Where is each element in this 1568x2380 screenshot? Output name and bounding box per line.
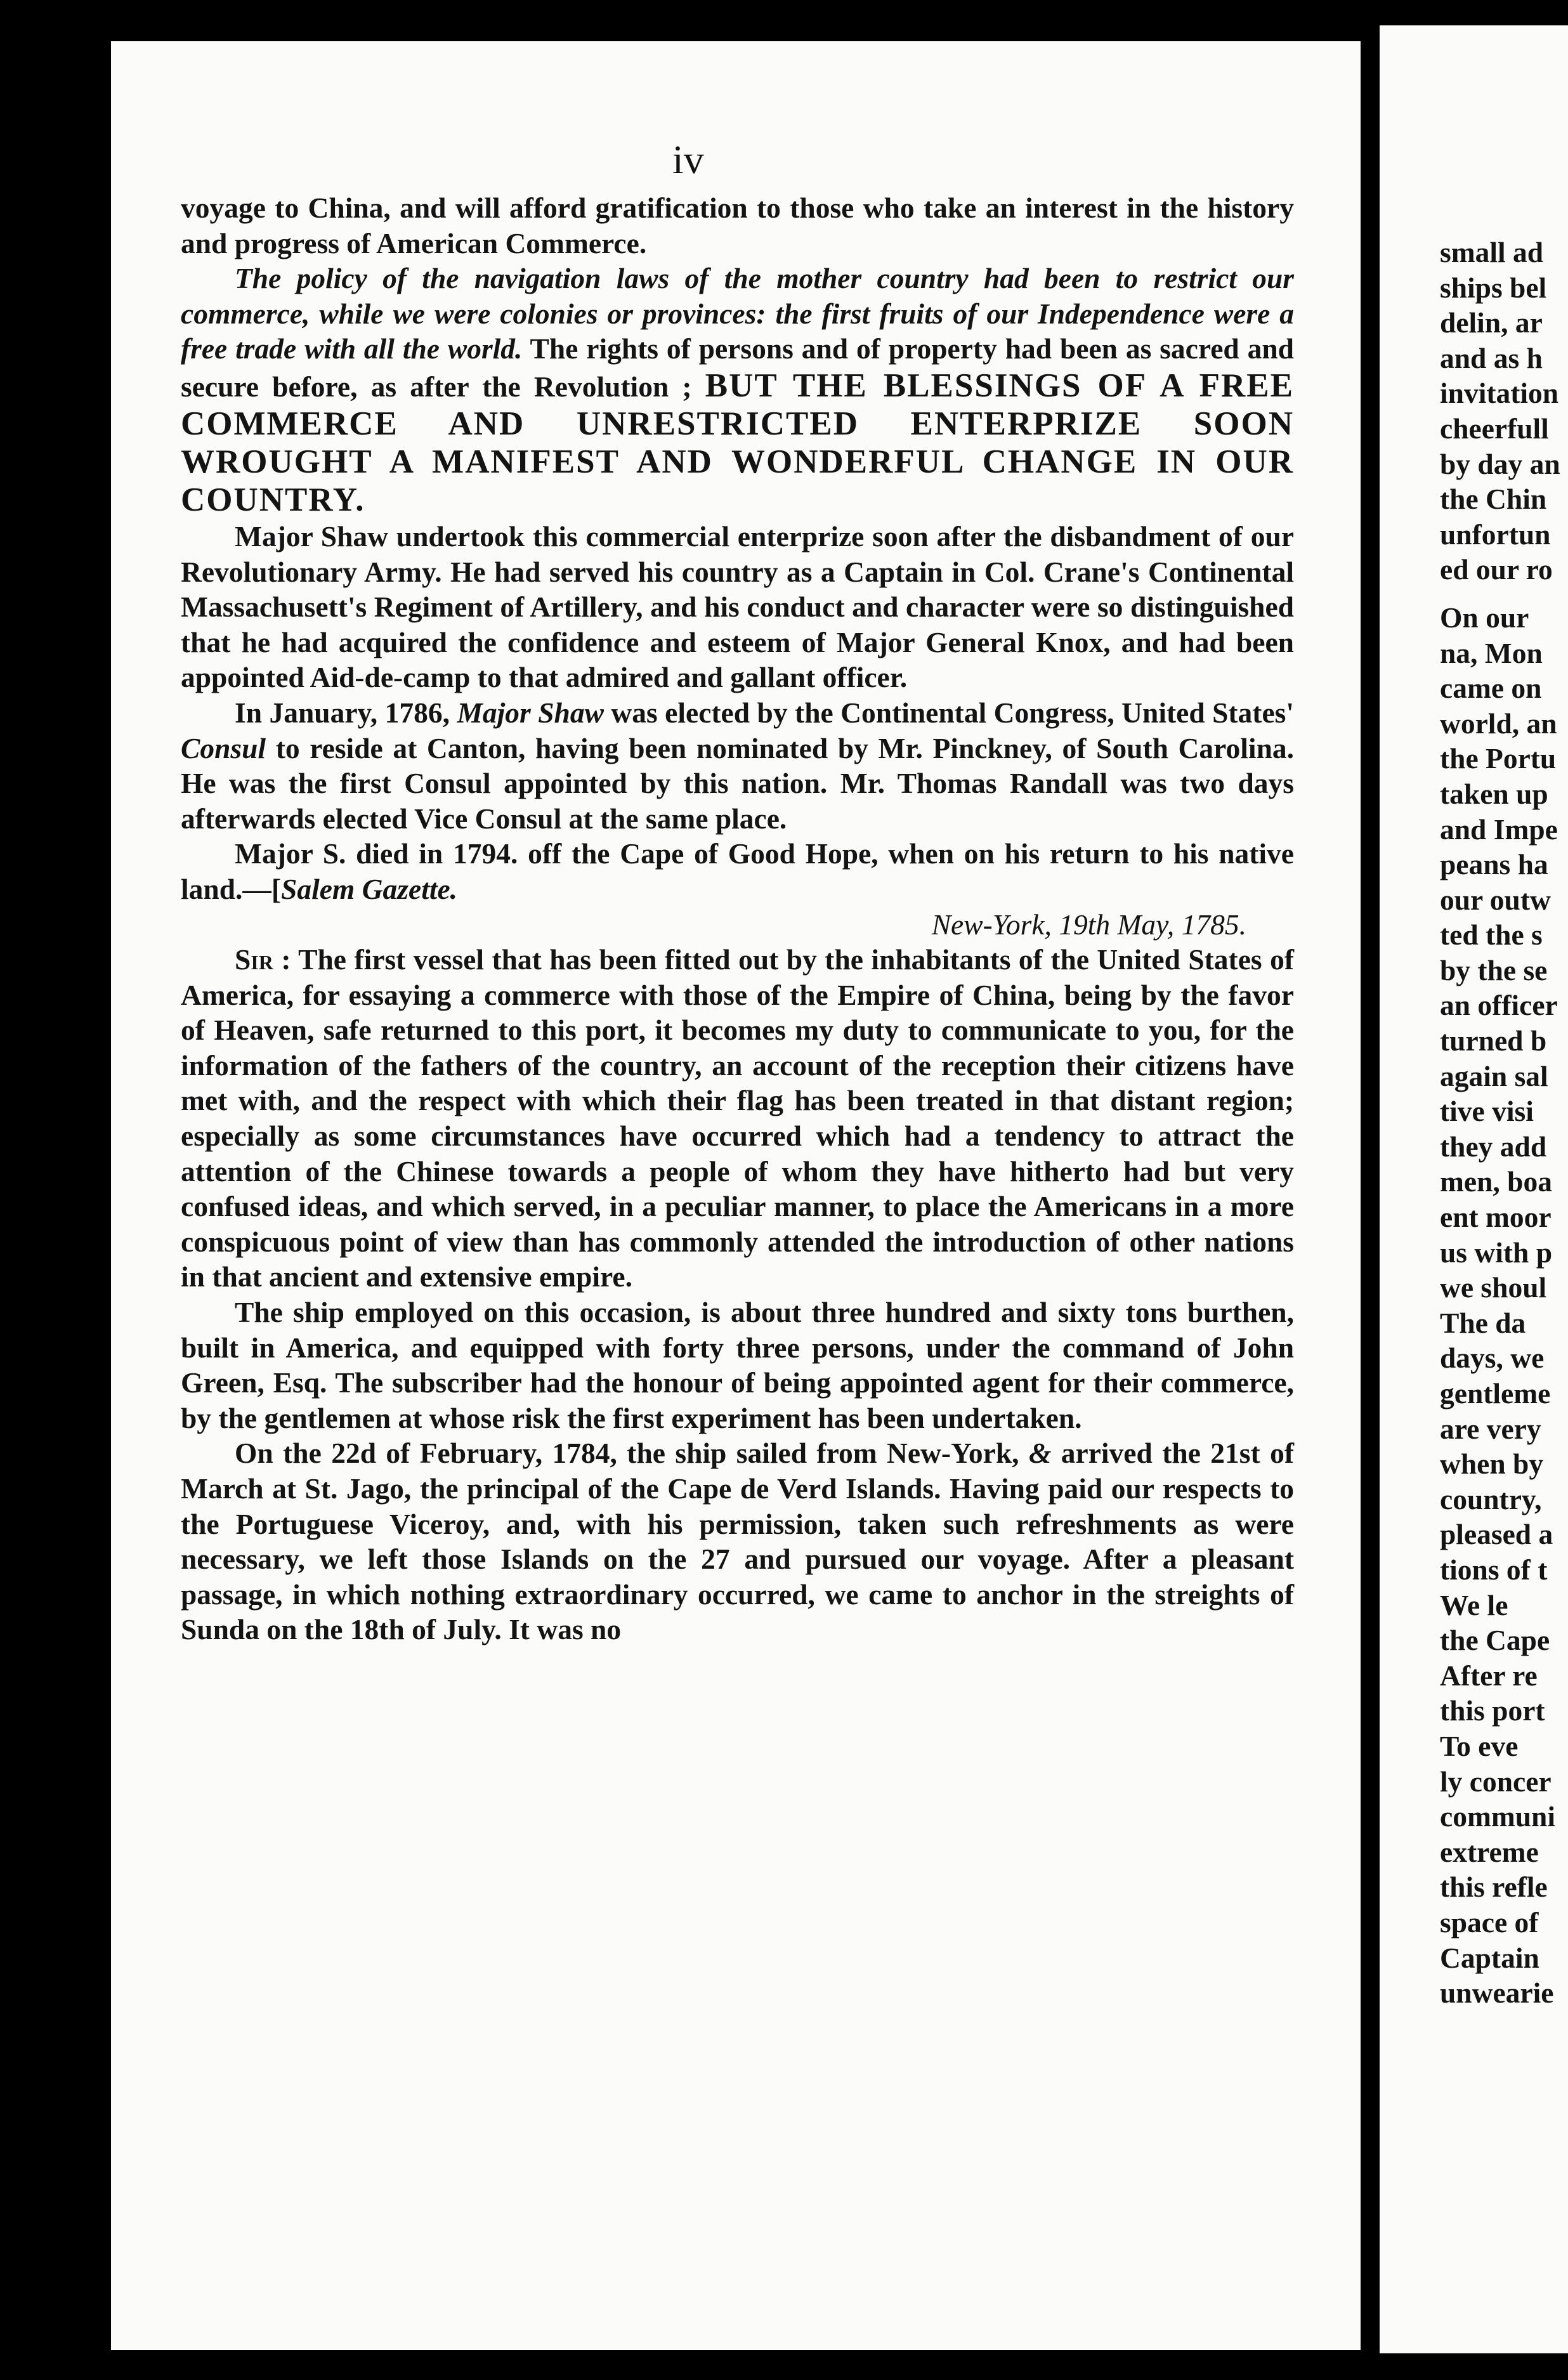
paragraph-policy (181, 261, 1294, 519)
death-text: Major S. died in 1794. off the Cape of Good Hope, when on his return to his native land.—[ (181, 837, 1294, 905)
right-page-line: space of (1440, 1906, 1539, 1939)
right-page-line: ed our ro (1440, 553, 1553, 586)
right-page-line: unfortun (1440, 518, 1551, 551)
page-gutter (1361, 0, 1380, 2380)
ampersand: & (1028, 1437, 1052, 1470)
right-page-line: extreme (1440, 1835, 1539, 1868)
right-page-line: an officer (1440, 989, 1558, 1022)
right-page-line: Captain (1440, 1941, 1539, 1974)
right-page-line: taken up (1440, 777, 1548, 810)
consul-text-b: was elected by the Continental Congress, United States' (603, 696, 1294, 729)
right-page-line: ted the s (1440, 919, 1543, 951)
right-page-line: pleased a (1440, 1518, 1553, 1551)
right-page-line: tive visi (1440, 1095, 1534, 1128)
right-page-line: came on (1440, 672, 1542, 705)
right-page-line: us with p (1440, 1236, 1553, 1269)
right-page-line: invitation (1440, 377, 1559, 410)
blessings-caps-text: BUT THE BLESSINGS OF A FREE COMMERCE AND UNRESTRICTED ENTERPRIZE SOON WROUGHT A MANIFEST AND WONDERFUL CHANGE IN OUR COUNTRY. (181, 367, 1294, 518)
major-shaw-name: Major Shaw (457, 696, 604, 729)
consul-text-a: In January, 1786, (235, 696, 457, 729)
right-page-line: ships bel (1440, 271, 1547, 304)
right-page-line: are very (1440, 1412, 1541, 1445)
right-page-line: unwearie (1440, 1977, 1554, 2010)
right-page-line: ly concer (1440, 1765, 1552, 1798)
right-page-line: this port (1440, 1694, 1545, 1727)
right-page-line: world, an (1440, 707, 1557, 740)
paragraph-voyage (181, 1435, 1294, 1647)
right-page-line: communi (1440, 1800, 1555, 1833)
main-text-column (181, 190, 1294, 1647)
right-page-line: After re (1440, 1659, 1538, 1692)
right-page-line: gentleme (1440, 1377, 1551, 1409)
policy-rest-text: The rights of persons and of property had been as sacred and secure before, as after the Revolution ; (181, 332, 1294, 403)
right-page-line: by day an (1440, 447, 1560, 480)
right-page-line: when by (1440, 1448, 1544, 1481)
letter-opening-text: The first vessel that has been fitted out by the inhabitants of the United States of America, for essaying a commerce with those of the Empire of China, being by the favor of Heaven, safe returned to this port, it becomes my duty to communicate to you, for the information of the fathers of the country, an account of the reception their citizens have met with, and the respect with which their flag has been treated in that distant region; especially as some circumstances have occurred which had a tendency to attract the attention of the Chinese towards a people of whom they have hitherto had but very confused ideas, and which served, in a peculiar manner, to place the Americans in a more conspicuous point of view than has commonly attended the introduction of other nations in that ancient and extensive empire. (181, 943, 1294, 1293)
right-page-line: by the se (1440, 953, 1548, 986)
paragraph-ship: The ship employed on this occasion, is about three hundred and sixty tons burthen, built in America, and equipped with forty three persons, under the command of John Green, Esq. The subscriber had the honour of being appointed agent for their commerce, by the gentlemen at whose risk the first experiment has been undertaken. (181, 1296, 1294, 1434)
right-page-line: and as h (1440, 341, 1543, 374)
right-page-line: the Portu (1440, 742, 1557, 775)
letter-dateline: New-York, 19th May, 1785. (931, 908, 1246, 941)
right-page-line: We le (1440, 1588, 1508, 1621)
right-page-line: we shoul (1440, 1271, 1547, 1304)
right-page-line: To eve (1440, 1729, 1519, 1762)
policy-italic-text: The policy of the navigation laws of the mother country had been to restrict our commerce, while we were colonies or provinces: the first fruits of our Independence were a free trade with all the world. (181, 262, 1294, 365)
right-page-line: they add (1440, 1130, 1547, 1163)
source-citation: Salem Gazette. (281, 872, 458, 905)
right-page-line: men, boa (1440, 1165, 1552, 1198)
right-page-line: ent moor (1440, 1201, 1552, 1234)
consul-word: Consul (181, 731, 266, 764)
right-page-line: peans ha (1440, 848, 1548, 881)
right-page-line: tions of t (1440, 1553, 1548, 1586)
right-page-line: cheerfull (1440, 412, 1549, 445)
voyage-text-a: On the 22d of February, 1784, the ship sailed from New-York, (235, 1437, 1029, 1470)
right-page-line: the Cape (1440, 1624, 1550, 1657)
right-page-line: again sal (1440, 1059, 1548, 1092)
right-page-line: this refle (1440, 1871, 1548, 1904)
right-page-line: our outw (1440, 883, 1551, 916)
right-page-line: delin, ar (1440, 306, 1543, 339)
paragraph-intro: voyage to China, and will afford gratification to those who take an interest in the history and progress of American Commerce. (181, 192, 1294, 259)
paragraph-major-shaw: Major Shaw undertook this commercial enterprize soon after the disbandment of our Revolutionary Army. He had served his country as a Captain in Col. Crane's Continental Massachusett's Regiment of Artillery, and his conduct and character were so distinguished that he had acquired the confidence and esteem of Major General Knox, and had been appointed Aid-de-camp to that admired and gallant officer. (181, 520, 1294, 694)
paragraph-death (181, 836, 1294, 906)
right-page-line: the Chin (1440, 483, 1547, 516)
right-page-line: small ad (1440, 236, 1544, 268)
right-page-line: turned b (1440, 1024, 1547, 1057)
right-page-line: days, we (1440, 1342, 1545, 1375)
right-page-line: na, Mon (1440, 636, 1543, 669)
right-page-line: and Impe (1440, 813, 1558, 846)
right-page-fragment-column (1440, 235, 1568, 2011)
right-page-line: The da (1440, 1306, 1526, 1339)
paragraph-consul (181, 695, 1294, 836)
right-page-line: country, (1440, 1482, 1542, 1515)
page-number: iv (672, 137, 704, 182)
salutation: Sir : (235, 943, 291, 976)
paragraph-letter-opening (181, 942, 1294, 1295)
consul-text-c: to reside at Canton, having been nominated by Mr. Pinckney, of South Carolina. He was the first Consul appointed by this nation. Mr. Thomas Randall was two days afterwards elected Vice Consul at the same place. (181, 731, 1294, 835)
voyage-text-b: arrived the 21st of March at St. Jago, the principal of the Cape de Verd Islands. Having paid our respects to the Portuguese Viceroy, and, with his permission, taken such refreshments as were necessary, we left those Islands on the 27 and pursued our voyage. After a pleasant passage, in which nothing extraordinary occurred, we came to anchor in the streights of Sunda on the 18th of July. It was no (181, 1437, 1294, 1646)
right-page-line (1440, 587, 1568, 600)
right-page-line: On our (1440, 601, 1529, 634)
